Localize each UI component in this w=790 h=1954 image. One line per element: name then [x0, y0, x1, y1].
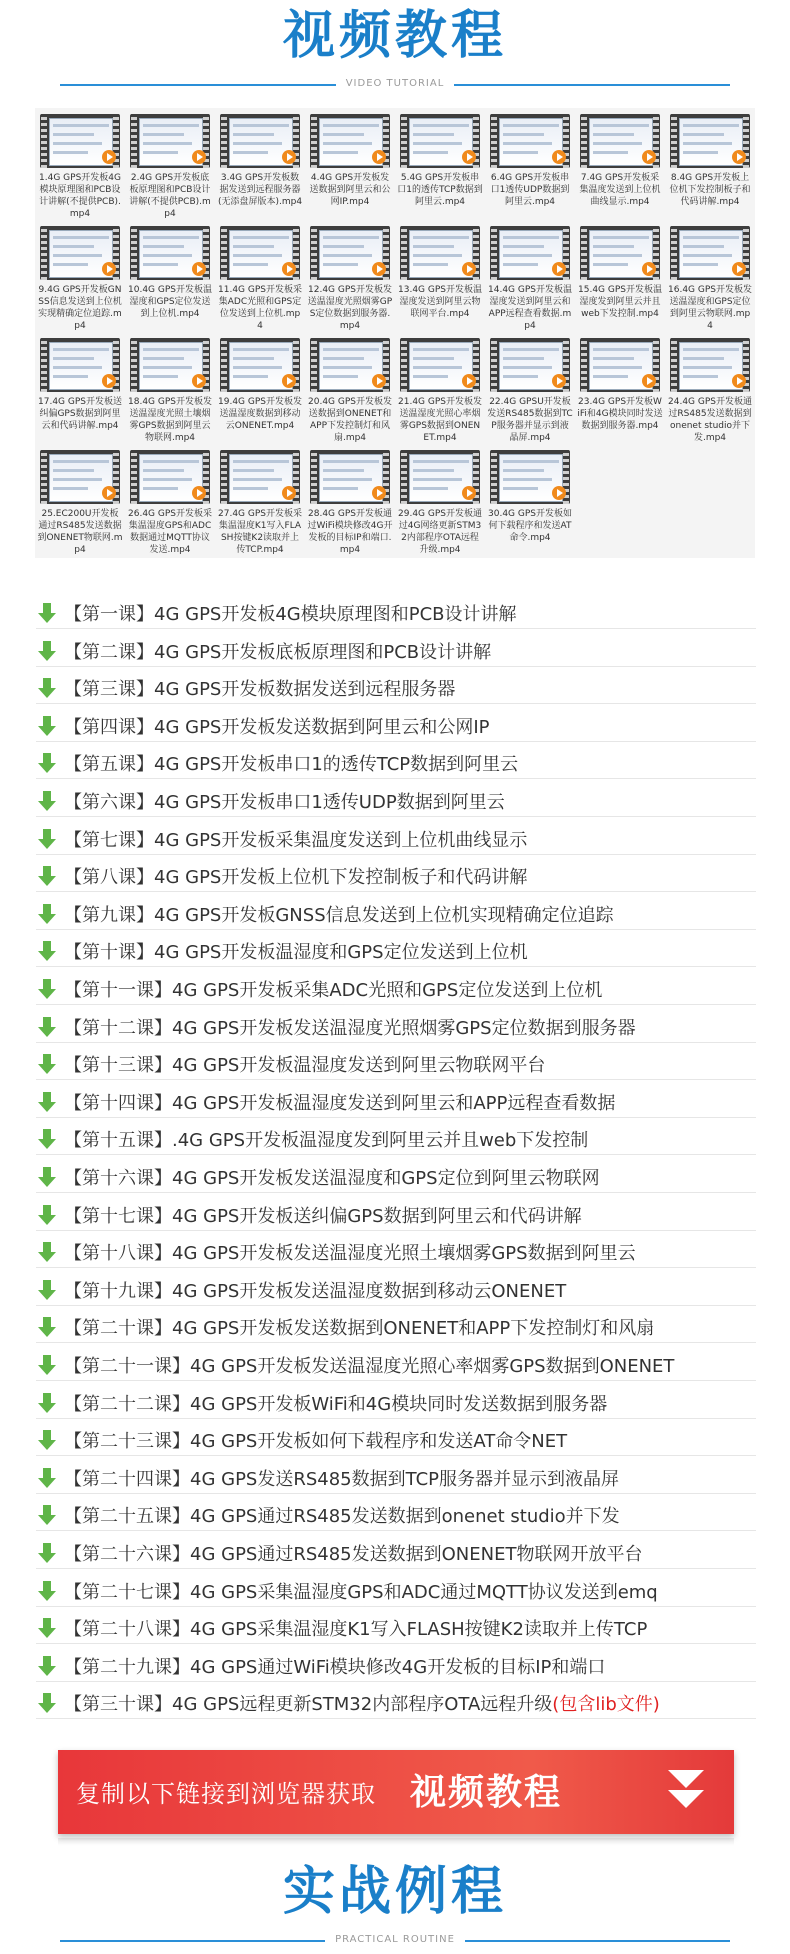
video-file-name[interactable]: 28.4G GPS开发板通过WiFi模块修改4G开发板的目标IP和端口.mp4 [307, 509, 393, 555]
video-file-name[interactable]: 3.4G GPS开发板数据发送到远程服务器(无添盘屏版本).mp4 [217, 173, 303, 207]
video-tutorial-title: 视频教程 [282, 6, 507, 66]
video-file-item[interactable] [397, 446, 483, 559]
lesson-title-text: 【第十二课】4G GPS开发板发送温湿度光照烟雾GPS定位数据到服务器 [64, 1017, 636, 1039]
video-file-item[interactable] [217, 110, 303, 223]
play-icon [192, 374, 206, 388]
lesson-title[interactable] [64, 1352, 674, 1378]
lesson-title[interactable] [64, 1239, 636, 1265]
play-icon [552, 262, 566, 276]
play-icon [732, 262, 746, 276]
video-file-item[interactable] [577, 334, 663, 447]
lesson-title-text: 【第四课】4G GPS开发板发送数据到阿里云和公网IP [64, 716, 490, 738]
download-arrow-icon [36, 1016, 58, 1038]
lesson-row[interactable] [36, 1651, 756, 1682]
film-strip-icon [131, 338, 137, 392]
video-thumbnail[interactable] [490, 338, 570, 392]
film-strip-icon [221, 114, 227, 168]
video-file-item[interactable] [217, 334, 303, 447]
lesson-row[interactable] [36, 1200, 756, 1231]
video-link-banner[interactable] [58, 1750, 734, 1834]
video-file-item[interactable] [397, 334, 483, 447]
video-file-item[interactable] [577, 222, 663, 335]
lesson-title[interactable] [64, 1126, 588, 1152]
lesson-title[interactable] [64, 1615, 647, 1641]
video-file-item[interactable] [217, 222, 303, 335]
video-thumbnail[interactable] [40, 450, 120, 504]
lesson-row[interactable] [36, 936, 756, 967]
lesson-row[interactable] [36, 1613, 756, 1644]
practical-routine-title: 实战例程 [282, 1862, 507, 1922]
download-arrow-icon [36, 1354, 58, 1376]
video-file-item[interactable] [37, 110, 123, 223]
video-file-item[interactable] [487, 110, 573, 223]
lesson-title[interactable] [64, 1277, 566, 1303]
video-thumbnail[interactable] [400, 114, 480, 168]
download-arrow-icon [36, 1692, 58, 1714]
film-strip-icon [401, 114, 407, 168]
video-file-item[interactable] [127, 334, 213, 447]
practical-routine-subtitle: PRACTICAL ROUTINE [325, 1934, 465, 1945]
practical-routine-subtitle-wrap [0, 1934, 790, 1945]
lesson-title[interactable] [64, 901, 614, 927]
film-strip-icon [311, 450, 317, 504]
download-arrow-icon [36, 640, 58, 662]
film-strip-icon [581, 114, 587, 168]
video-thumbnail[interactable] [130, 226, 210, 280]
film-strip-icon [491, 338, 497, 392]
lesson-row[interactable] [36, 673, 756, 704]
lesson-title-text: 【第七课】4G GPS开发板采集温度发送到上位机曲线显示 [64, 829, 528, 851]
video-thumbnail[interactable] [670, 226, 750, 280]
video-file-name[interactable]: 1.4G GPS开发板4G模块原理图和PCB设计讲解(不提供PCB).mp4 [39, 173, 121, 219]
video-file-name[interactable]: 14.4G GPS开发板温湿度发送到阿里云和APP远程查看数据.mp4 [488, 285, 572, 331]
play-icon [642, 150, 656, 164]
lesson-title-text: 【第二十课】4G GPS开发板发送数据到ONENET和APP下发控制灯和风扇 [64, 1318, 655, 1340]
video-thumbnail[interactable] [310, 338, 390, 392]
lesson-title-text: 【第十七课】4G GPS开发板送纠偏GPS数据到阿里云和代码讲解 [64, 1205, 582, 1227]
video-file-item[interactable] [487, 222, 573, 335]
lesson-row[interactable] [36, 974, 756, 1005]
film-strip-icon [221, 226, 227, 280]
video-file-name[interactable]: 2.4G GPS开发板底板原理图和PCB设计讲解(不提供PCB).mp4 [129, 173, 211, 219]
lesson-title-text: 【第二十六课】4G GPS通过RS485发送数据到ONENET物联网开放平台 [64, 1544, 643, 1565]
play-icon [282, 486, 296, 500]
video-file-name[interactable]: 25.EC200U开发板通过RS485发送数据到ONENET物联网.mp4 [37, 509, 123, 555]
film-strip-icon [221, 450, 227, 504]
lesson-title[interactable] [64, 788, 505, 814]
lesson-title[interactable] [64, 1314, 654, 1340]
lesson-title[interactable] [64, 1089, 615, 1115]
video-file-name[interactable]: 30.4G GPS开发板如何下载程序和发送AT命令.mp4 [488, 509, 572, 543]
banner-emphasis: 视频教程 [410, 1772, 563, 1813]
video-file-item[interactable] [397, 110, 483, 223]
lesson-title[interactable] [64, 638, 491, 664]
lesson-row[interactable] [36, 1275, 756, 1306]
download-arrow-icon [36, 1655, 58, 1677]
video-thumbnail[interactable] [130, 114, 210, 168]
video-file-item[interactable] [127, 222, 213, 335]
play-icon [462, 374, 476, 388]
lesson-title-text: 【第六课】4G GPS开发板串口1透传UDP数据到阿里云 [64, 792, 505, 813]
lesson-row[interactable] [36, 1463, 756, 1494]
video-thumbnail[interactable] [580, 338, 660, 392]
film-strip-icon [41, 226, 47, 280]
lesson-title[interactable] [64, 675, 455, 701]
lesson-row[interactable] [36, 899, 756, 930]
play-icon [552, 486, 566, 500]
video-thumbnail[interactable] [40, 338, 120, 392]
film-strip-icon [401, 450, 407, 504]
play-icon [282, 374, 296, 388]
video-file-name[interactable]: 20.4G GPS开发板发送数据到ONENET和APP下发控制灯和风扇.mp4 [308, 397, 392, 443]
lesson-row[interactable] [36, 861, 756, 892]
film-strip-icon [491, 226, 497, 280]
video-thumbnail[interactable] [400, 338, 480, 392]
video-thumbnail[interactable] [670, 114, 750, 168]
play-icon [372, 374, 386, 388]
lesson-title-text: 【第三课】4G GPS开发板数据发送到远程服务器 [64, 679, 456, 701]
lesson-row[interactable] [36, 1576, 756, 1607]
video-file-item[interactable] [307, 110, 393, 223]
video-file-item[interactable] [217, 446, 303, 559]
lesson-title[interactable] [64, 1465, 619, 1491]
lesson-title-text: 【第十一课】4G GPS开发板采集ADC光照和GPS定位发送到上位机 [64, 980, 603, 1001]
download-arrow-icon [36, 1504, 58, 1526]
lesson-row[interactable] [36, 1388, 756, 1419]
lesson-title[interactable] [64, 1502, 620, 1528]
download-arrow-icon [36, 828, 58, 850]
lesson-title-text: 【第九课】4G GPS开发板GNSS信息发送到上位机实现精确定位追踪 [64, 904, 614, 926]
lesson-row[interactable] [36, 1350, 756, 1381]
video-file-item[interactable] [307, 446, 393, 559]
film-strip-icon [131, 226, 137, 280]
download-arrow-icon [36, 1241, 58, 1263]
play-icon [372, 486, 386, 500]
video-file-item[interactable] [397, 222, 483, 335]
download-arrow-icon [36, 1053, 58, 1075]
lesson-row[interactable] [36, 824, 756, 855]
lesson-title[interactable] [64, 1578, 658, 1604]
video-file-name[interactable]: 24.4G GPS开发板通过RS485发送数据到onenet studio并下发.mp4 [668, 397, 752, 443]
video-file-name[interactable]: 10.4G GPS开发板温湿度和GPS定位发送到上位机.mp4 [128, 285, 212, 319]
video-thumbnail[interactable] [310, 114, 390, 168]
practical-routine-header [0, 1864, 790, 1920]
lesson-title[interactable] [64, 938, 528, 964]
video-thumbnail[interactable] [130, 450, 210, 504]
lesson-title[interactable] [64, 1202, 582, 1228]
lesson-title-text: 【第三十课】4G GPS远程更新STM32内部程序OTA远程升级 [64, 1694, 553, 1716]
lesson-title[interactable] [64, 1014, 636, 1040]
video-file-name[interactable]: 22.4G GPSU开发板发送RS485数据到TCP服务器并显示到液晶屏.mp4 [487, 397, 573, 443]
film-strip-icon [41, 338, 47, 392]
lesson-row[interactable] [36, 1087, 756, 1118]
video-file-item[interactable] [577, 110, 663, 223]
lesson-title-text: 【第五课】4G GPS开发板串口1的透传TCP数据到阿里云 [64, 754, 519, 776]
download-arrow-icon [36, 602, 58, 624]
film-strip-icon [671, 338, 677, 392]
video-tutorial-subtitle-wrap [0, 78, 790, 89]
lesson-title-text: 【第八课】4G GPS开发板上位机下发控制板子和代码讲解 [64, 867, 528, 889]
lesson-row[interactable] [36, 748, 756, 779]
video-file-name[interactable]: 4.4G GPS开发板发送数据到阿里云和公网IP.mp4 [309, 173, 391, 207]
film-strip-icon [311, 226, 317, 280]
video-file-name[interactable]: 9.4G GPS开发板GNSS信息发送到上位机实现精确定位追踪.mp4 [38, 285, 122, 331]
video-file-name[interactable]: 7.4G GPS开发板采集温度发送到上位机曲线显示.mp4 [579, 173, 661, 207]
lesson-title-text: 【第二十九课】4G GPS通过WiFi模块修改4G开发板的目标IP和端口 [64, 1656, 606, 1678]
video-file-item[interactable] [37, 334, 123, 447]
lesson-title-text: 【第二十五课】4G GPS通过RS485发送数据到onenet studio并下发 [64, 1506, 620, 1528]
lesson-title[interactable] [64, 1690, 660, 1716]
lesson-row[interactable] [36, 1162, 756, 1193]
lesson-title-text: 【第一课】4G GPS开发板4G模块原理图和PCB设计讲解 [64, 604, 517, 625]
download-arrow-icon [36, 1128, 58, 1150]
play-icon [552, 150, 566, 164]
video-file-item[interactable] [37, 446, 123, 559]
video-file-name[interactable]: 17.4G GPS开发板送纠偏GPS数据到阿里云和代码讲解.mp4 [38, 397, 122, 431]
film-strip-icon [671, 114, 677, 168]
lesson-row[interactable] [36, 1049, 756, 1080]
video-thumbnail[interactable] [220, 114, 300, 168]
download-arrow-icon [36, 940, 58, 962]
download-arrow-icon [36, 1580, 58, 1602]
lesson-title[interactable] [64, 750, 518, 776]
video-thumbnail-grid [35, 108, 755, 558]
lesson-title-text: 【第二十二课】4G GPS开发板WiFi和4G模块同时发送数据到服务器 [64, 1393, 608, 1415]
play-icon [552, 374, 566, 388]
play-icon [102, 374, 116, 388]
film-strip-icon [311, 114, 317, 168]
play-icon [732, 374, 746, 388]
video-thumbnail[interactable] [580, 226, 660, 280]
lesson-row[interactable] [36, 1538, 756, 1569]
video-file-item[interactable] [127, 110, 213, 223]
lesson-title[interactable] [64, 826, 527, 852]
video-file-item[interactable] [667, 222, 753, 335]
video-file-name[interactable]: 16.4G GPS开发板发送温湿度和GPS定位到阿里云物联网.mp4 [668, 285, 752, 331]
video-thumbnail[interactable] [40, 226, 120, 280]
video-thumbnail[interactable] [310, 226, 390, 280]
lesson-row[interactable] [36, 786, 756, 817]
lesson-title[interactable] [64, 713, 490, 739]
lesson-title[interactable] [64, 863, 527, 889]
video-file-name[interactable]: 8.4G GPS开发板上位机下发控制板子和代码讲解.mp4 [669, 173, 751, 207]
lesson-row[interactable] [36, 1012, 756, 1043]
download-arrow-icon [36, 1091, 58, 1113]
play-icon [642, 374, 656, 388]
video-thumbnail[interactable] [40, 114, 120, 168]
lesson-title-text: 【第二课】4G GPS开发板底板原理图和PCB设计讲解 [64, 641, 492, 663]
play-icon [642, 262, 656, 276]
banner-text: 复制以下链接到浏览器获取 [76, 1780, 376, 1808]
play-icon [192, 262, 206, 276]
download-arrow-icon [36, 715, 58, 737]
lesson-title[interactable] [64, 1390, 607, 1416]
lesson-title[interactable] [64, 1164, 600, 1190]
download-arrow-icon [36, 1166, 58, 1188]
film-strip-icon [311, 338, 317, 392]
video-file-name[interactable]: 18.4G GPS开发板发送温湿度光照土壤烟雾GPS数据到阿里云物联网.mp4 [128, 397, 212, 443]
video-file-item[interactable] [667, 334, 753, 447]
video-thumbnail[interactable] [220, 226, 300, 280]
video-file-name[interactable]: 11.4G GPS开发板采集ADC光照和GPS定位发送到上位机.mp4 [218, 285, 302, 331]
video-file-name[interactable]: 5.4G GPS开发板串口1的透传TCP数据到阿里云.mp4 [397, 173, 483, 207]
video-thumbnail[interactable] [580, 114, 660, 168]
video-thumbnail[interactable] [490, 114, 570, 168]
lesson-title[interactable] [64, 600, 517, 626]
lesson-row[interactable] [36, 711, 756, 742]
play-icon [732, 150, 746, 164]
film-strip-icon [401, 226, 407, 280]
lesson-title[interactable] [64, 1427, 567, 1453]
video-file-name[interactable]: 29.4G GPS开发板通过4G网络更新STM32内部程序OTA远程升级.mp4 [398, 509, 482, 555]
play-icon [282, 150, 296, 164]
play-icon [462, 262, 476, 276]
lesson-title-text: 【第十六课】4G GPS开发板发送温湿度和GPS定位到阿里云物联网 [64, 1168, 600, 1189]
download-arrow-icon [36, 1429, 58, 1451]
lesson-title-text: 【第十四课】4G GPS开发板温湿度发送到阿里云和APP远程查看数据 [64, 1092, 616, 1114]
play-icon [102, 486, 116, 500]
video-file-item[interactable] [307, 222, 393, 335]
film-strip-icon [581, 338, 587, 392]
lesson-title-text: 【第十五课】.4G GPS开发板温湿度发到阿里云并且web下发控制 [64, 1130, 589, 1152]
download-arrow-icon [36, 1316, 58, 1338]
lesson-title-text: 【第二十七课】4G GPS采集温湿度GPS和ADC通过MQTT协议发送到emq [64, 1581, 658, 1603]
video-tutorial-header [0, 8, 790, 64]
play-icon [462, 150, 476, 164]
play-icon [372, 262, 386, 276]
video-file-name[interactable]: 13.4G GPS开发板温湿度发送到阿里云物联网平台.mp4 [398, 285, 482, 319]
lesson-title-text: 【第二十一课】4G GPS开发板发送温湿度光照心率烟雾GPS数据到ONENET [64, 1356, 675, 1377]
video-file-name[interactable]: 19.4G GPS开发板发送温湿度数据到移动云ONENET.mp4 [218, 397, 302, 431]
video-file-item[interactable] [667, 110, 753, 223]
video-thumbnail[interactable] [670, 338, 750, 392]
film-strip-icon [581, 226, 587, 280]
download-arrow-icon [36, 1392, 58, 1414]
lesson-row[interactable] [36, 1500, 756, 1531]
video-tutorial-subtitle: VIDEO TUTORIAL [336, 78, 455, 89]
lesson-row[interactable] [36, 1124, 756, 1155]
video-file-name[interactable]: 23.4G GPS开发板WiFi和4G模块同时发送数据到服务器.mp4 [577, 397, 663, 431]
video-thumbnail[interactable] [400, 226, 480, 280]
lesson-row[interactable] [36, 1688, 756, 1719]
lesson-row[interactable] [36, 1237, 756, 1268]
download-arrow-icon [36, 1617, 58, 1639]
play-icon [102, 150, 116, 164]
download-arrow-icon [36, 1279, 58, 1301]
video-file-name[interactable]: 26.4G GPS开发板采集温湿度GPS和ADC数据通过MQTT协议发送.mp4 [128, 509, 212, 555]
film-strip-icon [131, 450, 137, 504]
video-file-name[interactable]: 21.4G GPS开发板发送温湿度光照心率烟雾GPS数据到ONENET.mp4 [398, 397, 482, 443]
video-file-name[interactable]: 12.4G GPS开发板发送温湿度光照烟雾GPS定位数据到服务器.mp4 [307, 285, 393, 331]
video-file-name[interactable]: 27.4G GPS开发板采集温湿度K1写入FLASH按键K2读取并上传TCP.mp4 [218, 509, 302, 555]
play-icon [102, 262, 116, 276]
video-file-name[interactable]: 15.4G GPS开发板温湿度发到阿里云并且web下发控制.mp4 [578, 285, 662, 319]
video-thumbnail[interactable] [220, 450, 300, 504]
video-thumbnail[interactable] [220, 338, 300, 392]
download-arrow-icon [36, 1542, 58, 1564]
download-arrow-icon [36, 790, 58, 812]
lesson-title-text: 【第二十八课】4G GPS采集温湿度K1写入FLASH按键K2读取并上传TCP [64, 1619, 648, 1641]
video-file-item[interactable] [487, 334, 573, 447]
lesson-row[interactable] [36, 636, 756, 667]
download-arrow-icon [36, 903, 58, 925]
lesson-title-text: 【第十三课】4G GPS开发板温湿度发送到阿里云物联网平台 [64, 1055, 546, 1077]
lesson-title-text: 【第二十三课】4G GPS开发板如何下载程序和发送AT命令NET [64, 1431, 568, 1453]
lesson-title-text: 【第二十四课】4G GPS发送RS485数据到TCP服务器并显示到液晶屏 [64, 1468, 620, 1490]
video-file-item[interactable] [127, 446, 213, 559]
lesson-row[interactable] [36, 598, 756, 629]
video-thumbnail[interactable] [400, 450, 480, 504]
lesson-note: (包含lib文件) [552, 1694, 660, 1716]
banner-shadow [58, 1838, 734, 1846]
lesson-title[interactable] [64, 1051, 545, 1077]
download-arrow-icon [36, 978, 58, 1000]
film-strip-icon [401, 338, 407, 392]
play-icon [462, 486, 476, 500]
download-arrow-icon [36, 1204, 58, 1226]
film-strip-icon [41, 450, 47, 504]
film-strip-icon [221, 338, 227, 392]
play-icon [372, 150, 386, 164]
lesson-title[interactable] [64, 976, 602, 1002]
lesson-title[interactable] [64, 1653, 605, 1679]
lesson-title[interactable] [64, 1540, 642, 1566]
video-thumbnail[interactable] [490, 450, 570, 504]
play-icon [282, 262, 296, 276]
video-file-item[interactable] [307, 334, 393, 447]
video-file-name[interactable]: 6.4G GPS开发板串口1透传UDP数据到阿里云.mp4 [490, 173, 570, 207]
download-arrow-icon [36, 677, 58, 699]
download-arrow-icon [36, 865, 58, 887]
film-strip-icon [131, 114, 137, 168]
film-strip-icon [491, 114, 497, 168]
lesson-title-text: 【第十课】4G GPS开发板温湿度和GPS定位发送到上位机 [64, 942, 528, 964]
lesson-row[interactable] [36, 1312, 756, 1343]
video-thumbnail[interactable] [490, 226, 570, 280]
film-strip-icon [491, 450, 497, 504]
play-icon [192, 486, 206, 500]
download-arrow-icon [36, 1467, 58, 1489]
film-strip-icon [41, 114, 47, 168]
play-icon [192, 150, 206, 164]
download-arrow-icon [36, 752, 58, 774]
video-file-item[interactable] [487, 446, 573, 559]
video-thumbnail[interactable] [130, 338, 210, 392]
lesson-title-text: 【第十八课】4G GPS开发板发送温湿度光照土壤烟雾GPS数据到阿里云 [64, 1243, 636, 1265]
video-thumbnail[interactable] [310, 450, 390, 504]
video-file-item[interactable] [37, 222, 123, 335]
lesson-title-text: 【第十九课】4G GPS开发板发送温湿度数据到移动云ONENET [64, 1280, 567, 1302]
film-strip-icon [671, 226, 677, 280]
lesson-row[interactable] [36, 1425, 756, 1456]
double-chevron-down-icon [662, 1770, 710, 1814]
